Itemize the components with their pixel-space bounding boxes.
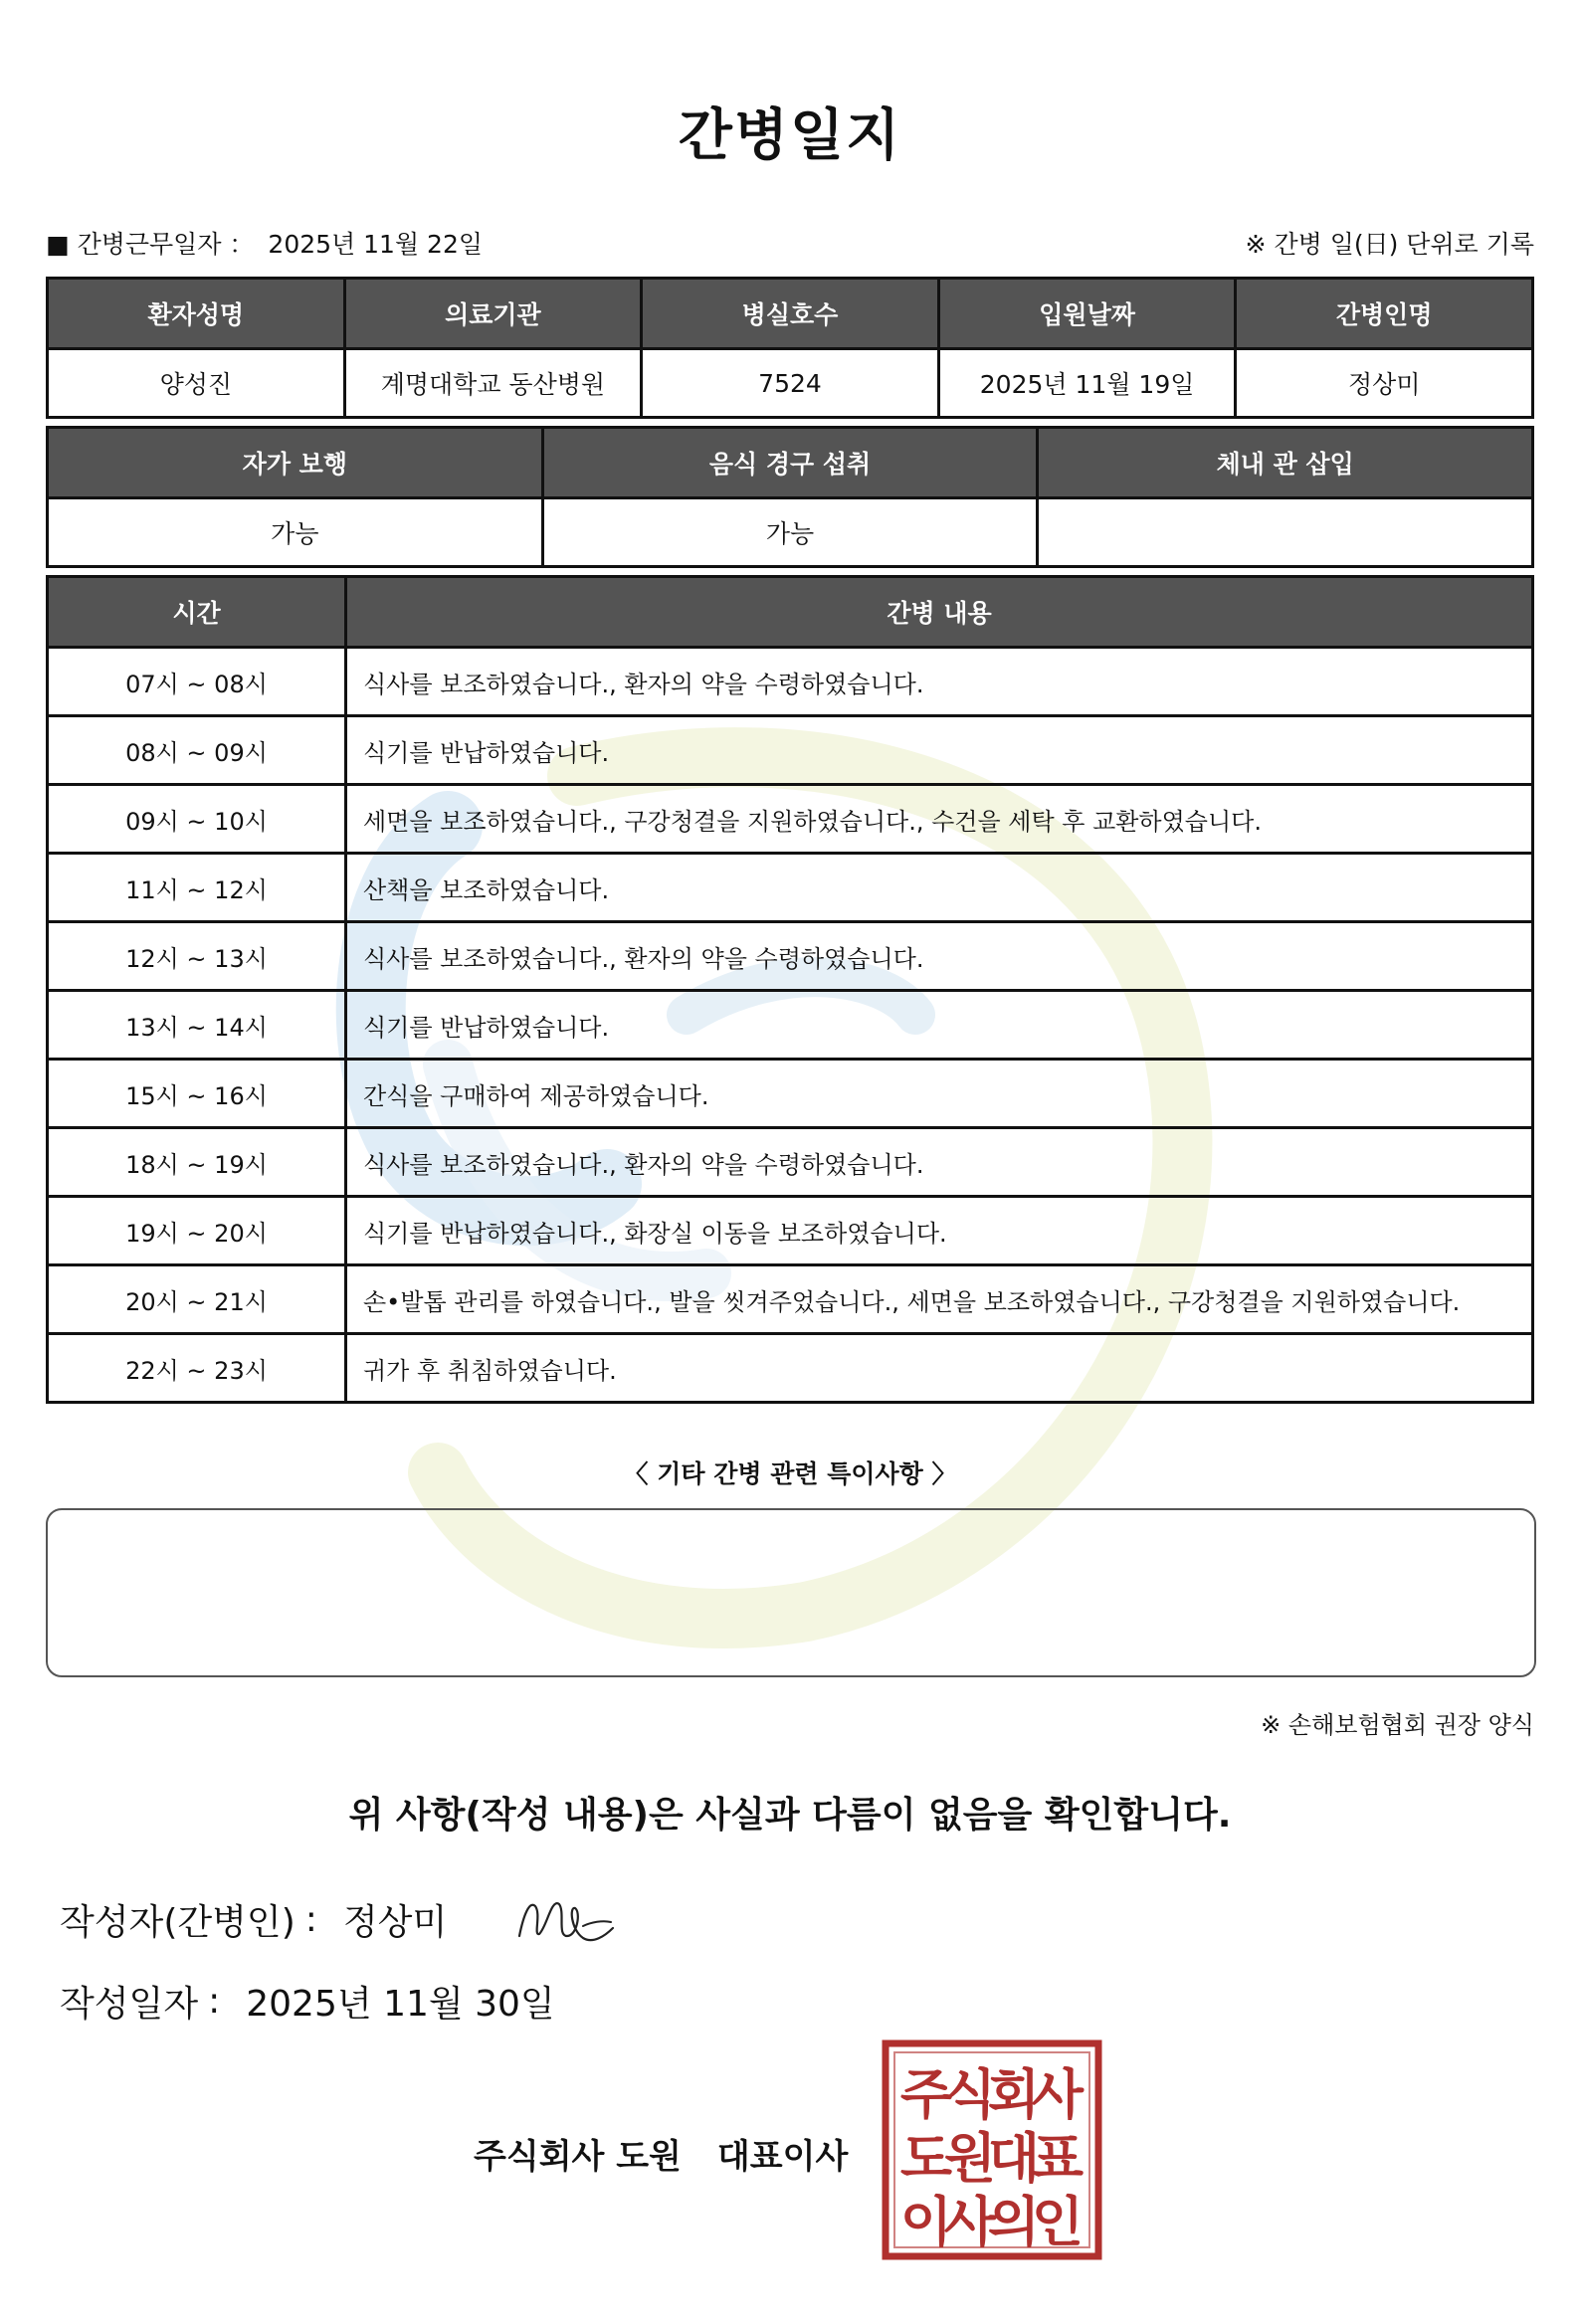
- care-log-table: [46, 575, 1534, 1404]
- tube-value: [1038, 498, 1533, 567]
- header-hospital: 의료기관: [344, 279, 642, 349]
- header-admission-date: 입원날짜: [938, 279, 1236, 349]
- patient-info-table: [46, 277, 1534, 419]
- table-row: [48, 785, 1533, 854]
- header-oral-intake: 음식 경구 섭취: [542, 428, 1038, 498]
- time-cell: 07시 ~ 08시: [48, 648, 346, 716]
- content-cell: 식사를 보조하였습니다., 환자의 약을 수령하였습니다.: [346, 922, 1533, 991]
- caregiver-name: 정상미: [1236, 349, 1533, 418]
- company-title: 대표이사: [716, 2137, 849, 2177]
- seal-char: 식: [943, 2063, 997, 2126]
- seal-char: 회: [987, 2063, 1041, 2126]
- seal-char: 표: [1031, 2127, 1085, 2190]
- content-cell: 식사를 보조하였습니다., 환자의 약을 수령하였습니다.: [346, 1128, 1533, 1197]
- header-content: 간병 내용: [346, 577, 1533, 648]
- notes-box: [46, 1508, 1536, 1677]
- written-date-separator: :: [208, 1981, 221, 2022]
- writer-row: [60, 1894, 447, 1945]
- work-date: [46, 225, 496, 261]
- content-cell: 귀가 후 취침하였습니다.: [346, 1334, 1533, 1403]
- header-room: 병실호수: [642, 279, 939, 349]
- content-cell: 식기를 반납하였습니다., 화장실 이동을 보조하였습니다.: [346, 1197, 1533, 1265]
- recommendation-note: ※ 손해보험협회 권장 양식: [1261, 1711, 1534, 1739]
- time-cell: 08시 ~ 09시: [48, 716, 346, 785]
- content-cell: 식사를 보조하였습니다., 환자의 약을 수령하였습니다.: [346, 648, 1533, 716]
- table-row: [48, 1060, 1533, 1128]
- notes-title: 〈 기타 간병 관련 특이사항 〉: [623, 1459, 957, 1488]
- table-row: [48, 1334, 1533, 1403]
- content-cell: 손•발톱 관리를 하였습니다., 발을 씻겨주었습니다., 세면을 보조하였습니다., 구강청결을 지원하였습니다.: [346, 1265, 1533, 1334]
- time-cell: 19시 ~ 20시: [48, 1197, 346, 1265]
- header-walking: 자가 보행: [48, 428, 543, 498]
- page-title: 간병일지: [678, 103, 902, 168]
- seal-char: 주: [899, 2063, 953, 2126]
- header-tube: 체내 관 삽입: [1038, 428, 1533, 498]
- status-table: [46, 426, 1534, 568]
- admission-date: 2025년 11월 19일: [938, 349, 1236, 418]
- time-cell: 20시 ~ 21시: [48, 1265, 346, 1334]
- patient-name: 양성진: [48, 349, 345, 418]
- content-cell: 간식을 구매하여 제공하였습니다.: [346, 1060, 1533, 1128]
- time-cell: 18시 ~ 19시: [48, 1128, 346, 1197]
- header-time: 시간: [48, 577, 346, 648]
- written-date-value: 2025년 11월 30일: [246, 1984, 555, 2025]
- work-date-value: 2025년 11월 22일: [268, 230, 484, 259]
- status-header-row: [48, 428, 1533, 498]
- table-row: [48, 648, 1533, 716]
- company-seal: [882, 2039, 1102, 2260]
- care-log-header-row: [48, 577, 1533, 648]
- seal-char: 도: [899, 2127, 953, 2190]
- table-row: [48, 854, 1533, 922]
- header-caregiver: 간병인명: [1236, 279, 1533, 349]
- meta-row: [46, 223, 1534, 263]
- room-number: 7524: [642, 349, 939, 418]
- company-name: 주식회사 도원: [474, 2137, 682, 2177]
- hospital: 계명대학교 동산병원: [344, 349, 642, 418]
- time-cell: 09시 ~ 10시: [48, 785, 346, 854]
- seal-char: 대: [987, 2127, 1041, 2190]
- patient-header-row: [48, 279, 1533, 349]
- patient-value-row: [48, 349, 1533, 418]
- content-cell: 식기를 반납하였습니다.: [346, 716, 1533, 785]
- content-cell: 식기를 반납하였습니다.: [346, 991, 1533, 1060]
- seal-char: 사: [1031, 2063, 1085, 2126]
- table-row: [48, 922, 1533, 991]
- seal-char: 원: [943, 2127, 997, 2190]
- status-value-row: [48, 498, 1533, 567]
- seal-char: 인: [1031, 2191, 1085, 2253]
- written-date-label: 작성일자: [60, 1984, 199, 2025]
- time-cell: 13시 ~ 14시: [48, 991, 346, 1060]
- content-cell: 세면을 보조하였습니다., 구강청결을 지원하였습니다., 수건을 세탁 후 교환하였습니다.: [346, 785, 1533, 854]
- table-row: [48, 1197, 1533, 1265]
- writer-label: 작성자(간병인): [60, 1902, 296, 1943]
- time-cell: 11시 ~ 12시: [48, 854, 346, 922]
- time-cell: 12시 ~ 13시: [48, 922, 346, 991]
- oral-intake-value: 가능: [542, 498, 1038, 567]
- table-row: [48, 991, 1533, 1060]
- written-date-row: [60, 1976, 555, 2027]
- table-row: [48, 1265, 1533, 1334]
- writer-name: 정상미: [342, 1902, 448, 1943]
- time-cell: 22시 ~ 23시: [48, 1334, 346, 1403]
- confirmation-statement: 위 사항(작성 내용)은 사실과 다름이 없음을 확인합니다.: [348, 1795, 1232, 1836]
- time-cell: 15시 ~ 16시: [48, 1060, 346, 1128]
- content-cell: 산책을 보조하였습니다.: [346, 854, 1533, 922]
- walking-value: 가능: [48, 498, 543, 567]
- header-patient-name: 환자성명: [48, 279, 345, 349]
- writer-separator: :: [304, 1899, 317, 1940]
- unit-note: ※ 간병 일(日) 단위로 기록: [1245, 230, 1534, 259]
- seal-char: 사: [943, 2191, 997, 2253]
- company-signature-line: [474, 2129, 848, 2178]
- table-row: [48, 1128, 1533, 1197]
- work-date-label: ■ 간병근무일자 ：: [46, 230, 255, 259]
- signature: [513, 1886, 623, 1956]
- table-row: [48, 716, 1533, 785]
- seal-char: 이: [899, 2191, 953, 2253]
- seal-char: 의: [987, 2191, 1041, 2253]
